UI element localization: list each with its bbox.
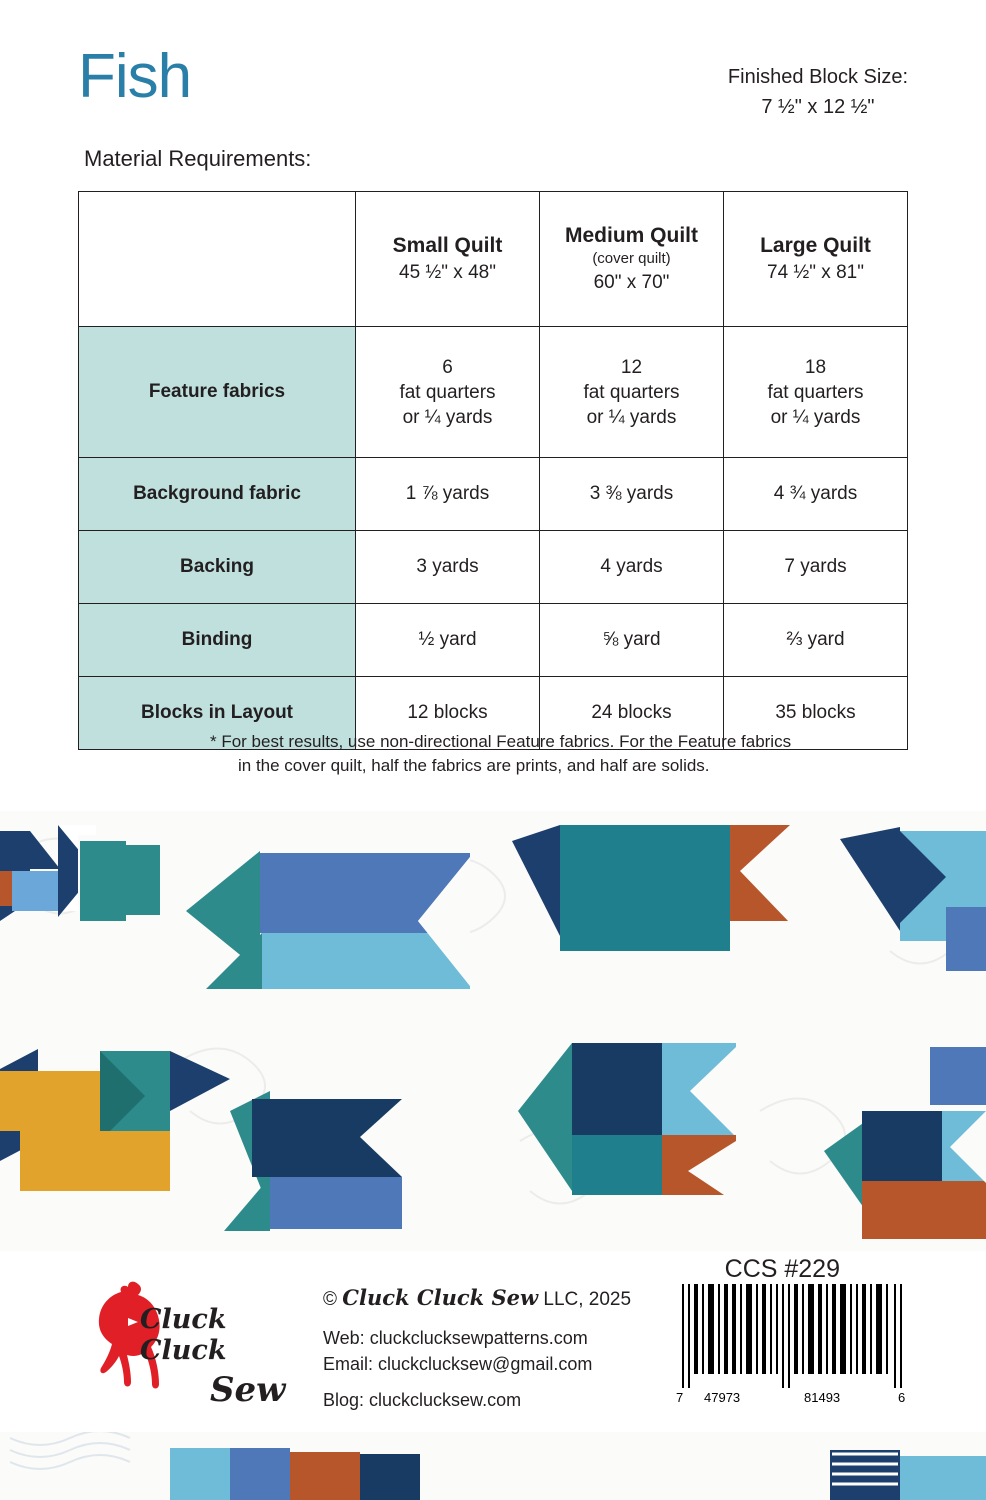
quilt-photo-bottom-svg xyxy=(0,1432,986,1500)
cell-feature-large: 18 fat quarters or ¼ yards xyxy=(724,327,908,458)
contact-info xyxy=(323,1325,592,1413)
barcode-digit-group-4: 6 xyxy=(898,1390,906,1405)
material-requirements-label: Material Requirements: xyxy=(84,146,312,171)
cell-backing-medium: 4 yards xyxy=(540,531,724,604)
cell-backing-small: 3 yards xyxy=(356,531,540,604)
finished-block-size xyxy=(728,62,908,122)
cell-feature-medium: 12 fat quarters or ¼ yards xyxy=(540,327,724,458)
copyright-symbol: © xyxy=(323,1289,337,1310)
brand-logo xyxy=(88,1278,303,1413)
quilt-block-fish xyxy=(224,1091,402,1231)
quilt-photo-bottom-strip xyxy=(0,1432,986,1500)
quilt-photo xyxy=(0,811,986,1251)
logo-line-1: Cluck Cluck xyxy=(140,1304,227,1366)
column-header-large: Large Quilt 74 ½" x 81" xyxy=(724,192,908,327)
footnote-line-1: * For best results, use non-directional Feature fabrics. For the Feature fabrics xyxy=(210,732,792,751)
finished-block-size-label: Finished Block Size: xyxy=(727,66,908,88)
contact-blog[interactable]: Blog: cluckclucksew.com xyxy=(323,1390,522,1410)
table-header-row xyxy=(79,192,908,327)
table-row xyxy=(79,327,908,458)
barcode-bars xyxy=(676,1284,908,1388)
quilt-block-fish xyxy=(930,1047,986,1105)
barcode-digit-group-3: 81493 xyxy=(804,1390,841,1405)
cell-feature-small: 6 fat quarters or ¼ yards xyxy=(356,327,540,458)
logo-line-2: Sew xyxy=(210,1370,286,1410)
material-requirements-table xyxy=(78,191,908,750)
copyright-suffix: LLC, 2025 xyxy=(543,1289,632,1310)
row-label-background-fabric: Background fabric xyxy=(79,458,356,531)
finished-block-size-value: 7 ½" x 12 ½" xyxy=(761,96,875,118)
cell-blocks-large: 35 blocks xyxy=(724,677,908,750)
row-label-blocks-in-layout: Blocks in Layout xyxy=(79,677,356,750)
row-label-feature-fabrics: Feature fabrics xyxy=(79,327,356,458)
barcode-digit-group-1: 7 xyxy=(676,1390,684,1405)
cell-backing-large: 7 yards xyxy=(724,531,908,604)
cell-background-medium: 3 ⅜ yards xyxy=(540,458,724,531)
page-title: Fish xyxy=(78,42,192,111)
table-row xyxy=(79,531,908,604)
pattern-number: CCS #229 xyxy=(724,1255,840,1283)
table-corner-cell xyxy=(79,192,356,327)
copyright-line xyxy=(323,1285,631,1311)
table-row xyxy=(79,458,908,531)
cell-blocks-medium: 24 blocks xyxy=(540,677,724,750)
column-header-medium: Medium Quilt (cover quilt) 60" x 70" xyxy=(540,192,724,327)
cell-binding-medium: ⅝ yard xyxy=(540,604,724,677)
row-label-backing: Backing xyxy=(79,531,356,604)
footnote xyxy=(210,730,910,778)
cell-background-small: 1 ⅞ yards xyxy=(356,458,540,531)
cell-binding-small: ½ yard xyxy=(356,604,540,677)
barcode-digit-group-2: 47973 xyxy=(704,1390,741,1405)
cell-binding-large: ⅔ yard xyxy=(724,604,908,677)
cell-blocks-small: 12 blocks xyxy=(356,677,540,750)
contact-email[interactable]: Email: cluckclucksew@gmail.com xyxy=(323,1354,593,1374)
barcode xyxy=(676,1284,908,1412)
column-header-small: Small Quilt 45 ½" x 48" xyxy=(356,192,540,327)
copyright-brand: Cluck Cluck Sew xyxy=(342,1285,539,1310)
cell-background-large: 4 ¾ yards xyxy=(724,458,908,531)
quilt-photo-svg xyxy=(0,811,986,1251)
table-row xyxy=(79,604,908,677)
footnote-line-2: in the cover quilt, half the fabrics are prints, and half are solids. xyxy=(238,756,710,775)
contact-web[interactable]: Web: cluckclucksewpatterns.com xyxy=(323,1328,588,1348)
row-label-binding: Binding xyxy=(79,604,356,677)
brand-logo-text xyxy=(140,1304,303,1410)
